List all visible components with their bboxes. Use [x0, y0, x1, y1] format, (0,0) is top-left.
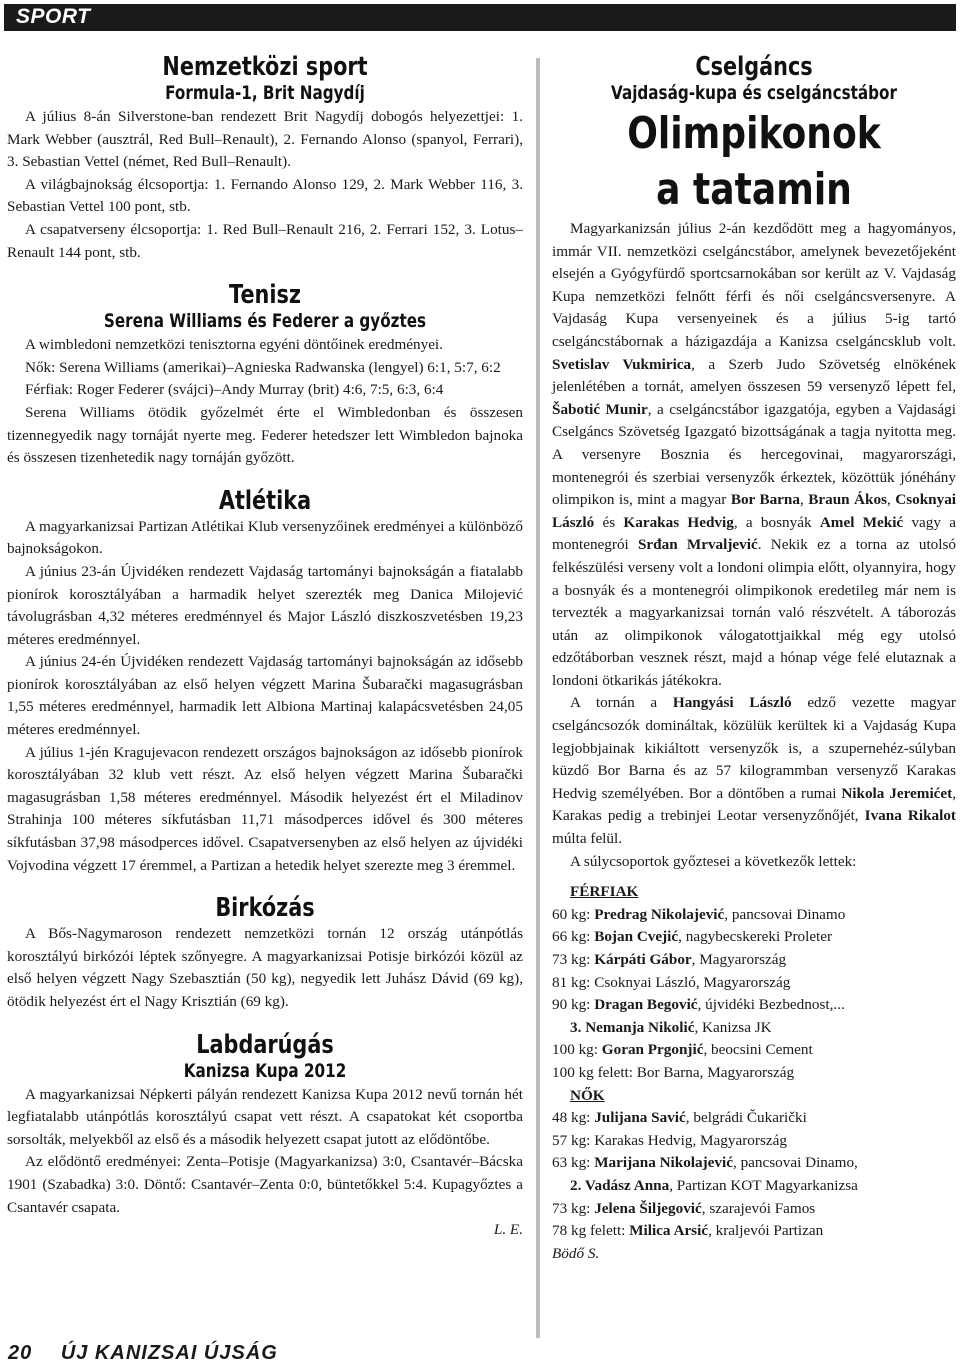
men-heading: FÉRFIAK: [570, 883, 639, 901]
winner-name: Predrag Nikolajević: [594, 905, 725, 923]
result-row: [552, 904, 956, 927]
tennis-paragraph: A wimbledoni nemzetközi tenisztorna egyéni döntőinek eredményei.: [25, 336, 443, 354]
result-row: [552, 1107, 956, 1130]
result-row: [552, 1062, 956, 1085]
tennis-paragraph: Nők: Serena Williams (amerikai)–Agnieska Radwanska (lengyel) 6:1, 5:7, 6:2: [25, 358, 501, 376]
winner-club: , pancsovai Dinamo,: [732, 1154, 858, 1172]
winner-name: Bojan Cvejić: [594, 928, 679, 946]
winner-name: 2. Vadász Anna: [570, 1176, 670, 1194]
judo-paragraph: A súlycsoportok győztesei a következők lettek:: [570, 852, 857, 870]
f1-paragraph: A július 8-án Silverstone-ban rendezett Brit Nagydíj dobogós helyezettjei: 1. Mark Webber (ausztrál, Red Bull–Renault), 2. Fernando Alonso (spanyol, Ferrari), 3. Sebastian Vettel (német, Red Bull–Renault).: [7, 108, 523, 171]
winner-club: , Magyarország: [691, 951, 787, 968]
winner-name: Milica Arsić: [629, 1222, 709, 1240]
result-row: [552, 1198, 956, 1221]
weight-class: 66 kg:: [552, 928, 591, 946]
result-row: [552, 994, 956, 1017]
weight-class: 100 kg felett:: [552, 1063, 633, 1081]
f1-paragraph: A csapatverseny élcsoportja: 1. Red Bull–Renault 216, 2. Ferrari 152, 3. Lotus–Renault 144 pont, stb.: [7, 220, 523, 261]
winner-club: , pancsovai Dinamo: [724, 905, 846, 923]
judo-heading: Cselgáncs: [695, 52, 813, 82]
winner-club: Karakas Hedvig, Magyarország: [594, 1131, 787, 1149]
f1-paragraph: A világbajnokság élcsoportja: 1. Fernando Alonso 129, 2. Mark Webber 116, 3. Sebastian Vettel 100 pont, stb.: [7, 175, 523, 216]
column-divider: [536, 58, 540, 1338]
winner-club: Csoknyai László, Magyarország: [594, 973, 791, 991]
result-row: [552, 1152, 956, 1175]
football-subheading: Kanizsa Kupa 2012: [183, 1059, 347, 1082]
winner-club: , Partizan KOT Magyarkanizsa: [669, 1176, 858, 1194]
athletics-heading: Atlétika: [218, 485, 312, 516]
weight-class: 78 kg felett:: [552, 1222, 626, 1240]
winner-club: , újvidéki Bezbednost,...: [697, 996, 845, 1014]
page-number: 20: [8, 1342, 33, 1364]
weight-class: 100 kg:: [552, 1041, 598, 1059]
results-list: [552, 881, 956, 1265]
athletics-paragraph: A július 1-jén Kragujevacon rendezett országos bajnokságon az idősebb pionírok korosztályában 32 klub vett részt. Az első helyen végzett Marina Šubarački magasugrásban 1,58 méteres eredménnyel. Második helyezést ért el Miladinov Strahinja 100 méteres síkfutásban 11,71 másodperces idővel és 300 méteres síkfutásban 37,98 másodperces idővel. Csapatversenyben az első helyen az újvidéki Vojvodina végzett 17 éremmel, a Partizan a hetedik helyet szerezte meg 3 éremmel.: [7, 743, 523, 874]
athletics-paragraph: A június 24-én Újvidéken rendezett Vajdaság tartományi bajnokságán az idősebb pionírok korosztályában az első helyen végzett Marina Šubarački magasugrásban 1,55 méteres eredménnyel, harmadik lett Albiona Martinaj kalapácsvetésben 24,05 méteres eredménnyel.: [7, 653, 523, 739]
winner-club: , beocsini Cement: [703, 1041, 813, 1059]
result-row: [552, 1175, 956, 1198]
winner-name: Julijana Savić: [594, 1109, 686, 1127]
right-column: [552, 52, 956, 1265]
winner-club: , belgrádi Čukarički: [685, 1109, 807, 1127]
winner-club: , Kanizsa JK: [694, 1018, 772, 1036]
newspaper-name: ÚJ KANIZSAI ÚJSÁG: [60, 1342, 278, 1364]
author-signature: Bödő S.: [552, 1244, 600, 1262]
tennis-paragraph: Serena Williams ötödik győzelmét érte el Wimbledonban és összesen tizennegyedik nagy tornáját nyerte meg. Federer hetedszer lett Wimbledon bajnoka és összesen tizenhetedik nagy tornáján győzött.: [7, 403, 523, 467]
f1-subheading: Formula-1, Brit Nagydíj: [165, 82, 365, 104]
athletics-paragraph: A június 23-án Újvidéken rendezett Vajdaság tartományi bajnokságán a fiatalabb pionírok korosztályában a harmadik helyet szerezték meg Danica Milojević távolugrásban 4,32 méteres eredménnyel és Major László diszkoszvetésben 19,23 méteres eredménnyel.: [7, 562, 523, 648]
winner-name: Kárpáti Gábor: [594, 951, 692, 968]
intl-heading: Nemzetközi sport: [162, 52, 368, 82]
result-row: [552, 1039, 956, 1062]
winner-club: Bor Barna, Magyarország: [636, 1063, 795, 1081]
author-signature: L. E.: [493, 1221, 523, 1239]
result-row: [552, 972, 956, 995]
winner-club: , kraljevói Partizan: [708, 1222, 824, 1240]
section-header-bar: [4, 4, 956, 31]
result-row: [552, 1130, 956, 1153]
tennis-paragraph: Férfiak: Roger Federer (svájci)–Andy Murray (brit) 4:6, 7:5, 6:3, 6:4: [25, 381, 444, 399]
football-heading: Labdarúgás: [196, 1029, 334, 1060]
judo-paragraph: A tornán a Hangyási László edző vezette magyar cselgáncsozók domináltak, közülük kerültek ki a Vajdaság Kupa legjobbjainak kikiáltott versenyzők is, a szupernehéz-súlyban küzdő Bor Barna és az 57 kilogrammban versenyző Karakas Hedvig személyében. Bor a döntőben a rumai Nikola Jeremićet, Karakas pedig a trebinjei Leotar versenyzőnőjét, Ivana Rikalot múlta felül.: [552, 694, 956, 848]
winner-name: Goran Prgonjić: [601, 1041, 704, 1059]
winner-name: Marijana Nikolajević: [594, 1154, 733, 1172]
weight-class: 48 kg:: [552, 1109, 591, 1127]
result-row: [552, 1220, 956, 1243]
left-column: [7, 52, 523, 1242]
weight-class: 60 kg:: [552, 905, 591, 923]
section-label: SPORT: [16, 5, 91, 28]
judo-headline: Olimpikonok: [627, 108, 881, 159]
judo-paragraph: Magyarkanizsán július 2-án kezdődött meg a hagyományos, immár VII. nemzetközi cselgáncstábor, amelynek bevezetőjeként elsején a Gyógyfürdő sportcsarnokában sor került az V. Vajdaság Kupa nemzetközi felnőtt férfi és női cselgáncsversenyre. A Vajdaság Kupa versenyeinek és a július 5-ig tartó cselgáncstábornak a házigazdája a Kanizsa cselgáncsklub volt. Svetislav Vukmirica, a Szerb Judo Szövetség elnökének jelenlétében a tornát, amelyen összesen 59 versenyző lépett fel, Šabotić Munir, a cselgáncstábor igazgatója, egyben a Vajdasági Cselgáncs Szövetség Igazgató bizottságának a tagja nyitotta meg. A versenyre Bosznia és hercegovinai, magyarországi, montenegrói és szerbiai versenyzők érkeztek, közöttük jónéhány olimpikon is, mint a magyar Bor Barna, Braun Ákos, Csoknyai László és Karakas Hedvig, a bosnyák Amel Mekić vagy a montenegrói Srđan Mrvaljević. Nekik ez a torna az utolsó felkészülési verseny volt a londoni olimpia előtt, olyannyira, hogy a bosnyák és a montenegrói olimpikonok eredetileg már nem is tervezték a magyarkanizsai tornán való részvételt. A táborozás után az olimpikonok válogatottjaikkal még egy utolsó edzőtáborban vesznek részt, majd a hónap vége felé elutaznak a londoni ötkarikás játékokra.: [552, 220, 957, 689]
tennis-subheading: Serena Williams és Federer a győztes: [103, 310, 427, 333]
weight-class: 57 kg:: [552, 1131, 591, 1149]
winner-name: Jelena Šiljegović: [594, 1199, 702, 1217]
tennis-heading: Tenisz: [229, 280, 301, 311]
weight-class: 81 kg:: [552, 973, 591, 991]
result-row: [552, 926, 956, 949]
winner-name: 3. Nemanja Nikolić: [570, 1018, 695, 1036]
wrestling-paragraph: A Bős-Nagymaroson rendezett nemzetközi tornán 12 ország utánpótlás korosztályú birkózói léptek szőnyegre. A magyarkanizsai Potisje birkózói közül az első helyen végzett Nagy Szebasztián (50 kg), negyedik lett Juhász Dávid (69 kg), ötödik helyezést ért el Nagy Krisztián (69 kg).: [7, 925, 523, 1010]
page-footer: [8, 1342, 278, 1365]
weight-class: 63 kg:: [552, 1154, 591, 1172]
wrestling-heading: Birkózás: [215, 893, 315, 924]
winner-name: Dragan Begović: [594, 996, 698, 1014]
weight-class: 90 kg:: [552, 996, 591, 1014]
athletics-paragraph: A magyarkanizsai Partizan Atlétikai Klub versenyzőinek eredményei a különböző bajnokságokon.: [7, 517, 523, 558]
football-paragraph: A magyarkanizsai Népkerti pályán rendezett Kanizsa Kupa 2012 nevű tornán hét legfiatalabb utánpótlás korosztályú csapat vett részt. A csapatokat két csoportba sorsolták, melyekből az első és a második helyezett csapat jutott az elődöntőbe.: [7, 1085, 523, 1148]
weight-class: 73 kg:: [552, 951, 591, 968]
judo-headline: a tatamin: [656, 164, 852, 215]
result-row: [552, 1017, 956, 1040]
winner-club: , nagybecskereki Proleter: [678, 928, 833, 946]
judo-subheading: Vajdaság-kupa és cselgáncstábor: [611, 82, 897, 104]
football-paragraph: Az elődöntő eredményei: Zenta–Potisje (Magyarkanizsa) 3:0, Csantavér–Bácska 1901 (Szabadka) 3:0. Döntő: Csantavér–Zenta 0:0, büntetőkkel 5:4. Kupagyőztes a Csantavér csapata.: [7, 1153, 523, 1216]
women-heading: NŐK: [570, 1086, 605, 1104]
result-row: [552, 949, 956, 972]
weight-class: 73 kg:: [552, 1199, 591, 1217]
winner-club: , szarajevói Famos: [701, 1199, 816, 1217]
